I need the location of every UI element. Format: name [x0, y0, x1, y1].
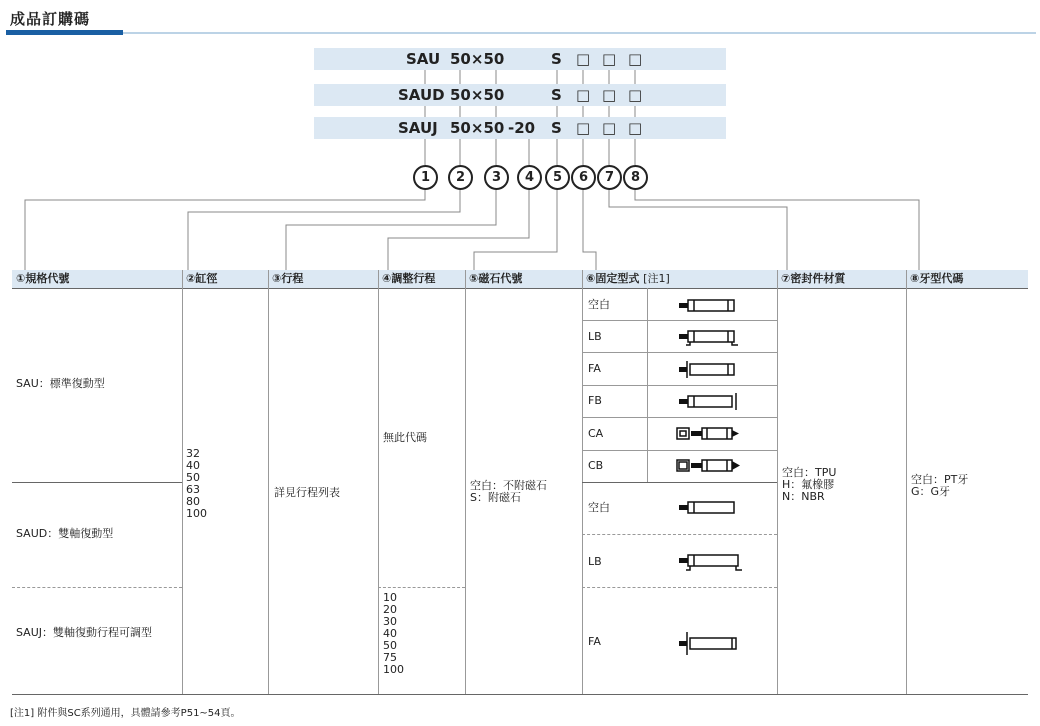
- code-box: □: [576, 86, 591, 104]
- foot-mount-cylinder-icon: [676, 329, 740, 347]
- seal-list: [782, 467, 836, 503]
- col-divider: [777, 270, 778, 694]
- code-sensor-1: S: [551, 50, 562, 68]
- code-model-3: SAUJ: [398, 119, 438, 137]
- single-clevis-cylinder-icon: [676, 426, 746, 442]
- code-box: □: [602, 50, 617, 68]
- code-stroke-3: -20: [508, 119, 536, 137]
- table-bottom-line: [12, 694, 1028, 695]
- adjust-value: 100: [383, 663, 404, 676]
- seal-option: 空白：TPU: [782, 466, 837, 479]
- code-box: □: [576, 119, 591, 137]
- circle-number: 3: [484, 165, 509, 190]
- double-clevis-cylinder-icon: [676, 458, 746, 474]
- circle-number: 5: [545, 165, 570, 190]
- spec-separator-dashed: [12, 587, 182, 588]
- mount-row-line: [582, 417, 777, 418]
- mount-row-line: [582, 385, 777, 386]
- col-divider: [906, 270, 907, 694]
- col-divider: [465, 270, 466, 694]
- mount-label: CB: [588, 459, 604, 472]
- code-box: □: [602, 86, 617, 104]
- bore-value: 63: [186, 483, 200, 496]
- col-divider: [268, 270, 269, 694]
- adjust-value: 75: [383, 651, 397, 664]
- adjust-value: 50: [383, 639, 397, 652]
- mount-row-dashed: [582, 534, 777, 535]
- code-sensor-3: S: [551, 119, 562, 137]
- magnet-option: S：附磁石: [470, 491, 521, 504]
- bore-list: [186, 448, 207, 520]
- rear-flange-cylinder-icon: [676, 393, 740, 411]
- code-size-3: 50×50: [450, 119, 505, 137]
- mount-row-line: [582, 320, 777, 321]
- code-size-1: 50×50: [450, 50, 505, 68]
- adjust-value: 10: [383, 591, 397, 604]
- adjust-separator-dashed: [378, 587, 465, 588]
- circle-number: 4: [517, 165, 542, 190]
- table-top-line: [12, 288, 1028, 289]
- bore-value: 50: [186, 471, 200, 484]
- header-spec: ①規格代號: [12, 270, 182, 288]
- mount-row-dashed: [582, 587, 777, 588]
- stroke-text: 詳見行程列表: [274, 486, 340, 499]
- code-box: □: [602, 119, 617, 137]
- spec-saud: SAUD：雙軸復動型: [16, 527, 114, 540]
- code-model-2: SAUD: [398, 86, 445, 104]
- adjust-value: 40: [383, 627, 397, 640]
- thread-option: 空白：PT牙: [911, 473, 969, 486]
- mount-row-line: [582, 450, 777, 451]
- adjust-value: 20: [383, 603, 397, 616]
- mount-label: FA: [588, 635, 601, 648]
- double-rod-cylinder-icon: [676, 500, 740, 516]
- basic-cylinder-icon: [676, 298, 740, 314]
- code-box: □: [628, 50, 643, 68]
- mount-row-line: [582, 352, 777, 353]
- bore-value: 40: [186, 459, 200, 472]
- col-divider: [378, 270, 379, 694]
- header-mount-label: ⑥固定型式: [586, 272, 640, 285]
- code-box: □: [628, 86, 643, 104]
- header-stroke: ③行程: [268, 270, 378, 288]
- circle-number: 1: [413, 165, 438, 190]
- code-box: □: [576, 50, 591, 68]
- footnote: [注1] 附件與SC系列通用，具體請參考P51~54頁。: [10, 708, 241, 719]
- mount-label: FB: [588, 394, 602, 407]
- circle-number: 2: [448, 165, 473, 190]
- bore-value: 32: [186, 447, 200, 460]
- header-thread: ⑧牙型代碼: [906, 270, 1028, 288]
- bore-value: 100: [186, 507, 207, 520]
- page-title: 成品訂購碼: [10, 10, 91, 28]
- mount-label: 空白: [588, 501, 610, 514]
- adjust-none: 無此代碼: [383, 431, 427, 444]
- header-mount: [582, 270, 777, 288]
- circle-number: 6: [571, 165, 596, 190]
- magnet-list: [470, 480, 547, 504]
- spec-separator: [12, 482, 182, 483]
- mount-label: LB: [588, 330, 602, 343]
- magnet-option: 空白：不附磁石: [470, 479, 547, 492]
- code-model-1: SAU: [406, 50, 441, 68]
- code-box: □: [628, 119, 643, 137]
- front-flange-cylinder-icon: [676, 361, 740, 379]
- adjust-list: [383, 592, 404, 676]
- header-mount-note: [注1]: [643, 272, 670, 285]
- header-seal: ⑦密封件材質: [777, 270, 906, 288]
- mount-label: FA: [588, 362, 601, 375]
- circle-number: 7: [597, 165, 622, 190]
- mount-label: LB: [588, 555, 602, 568]
- spec-sau: SAU：標準復動型: [16, 377, 105, 390]
- header-adjust: ④調整行程: [378, 270, 465, 288]
- header-magnet: ⑤磁石代號: [465, 270, 582, 288]
- seal-option: N：NBR: [782, 490, 825, 503]
- mount-label: CA: [588, 427, 604, 440]
- header-bore: ②缸徑: [182, 270, 268, 288]
- adjust-value: 30: [383, 615, 397, 628]
- double-rod-foot-cylinder-icon: [676, 553, 746, 573]
- mount-row-line: [582, 482, 777, 483]
- thread-option: G：G牙: [911, 485, 951, 498]
- bore-value: 80: [186, 495, 200, 508]
- thread-list: [911, 474, 968, 498]
- double-rod-flange-cylinder-icon: [676, 632, 740, 656]
- mount-label: 空白: [588, 298, 610, 311]
- col-divider: [182, 270, 183, 694]
- code-size-2: 50×50: [450, 86, 505, 104]
- code-sensor-2: S: [551, 86, 562, 104]
- spec-sauj: SAUJ：雙軸復動行程可調型: [16, 626, 153, 639]
- circle-number: 8: [623, 165, 648, 190]
- seal-option: H：氟橡膠: [782, 478, 835, 491]
